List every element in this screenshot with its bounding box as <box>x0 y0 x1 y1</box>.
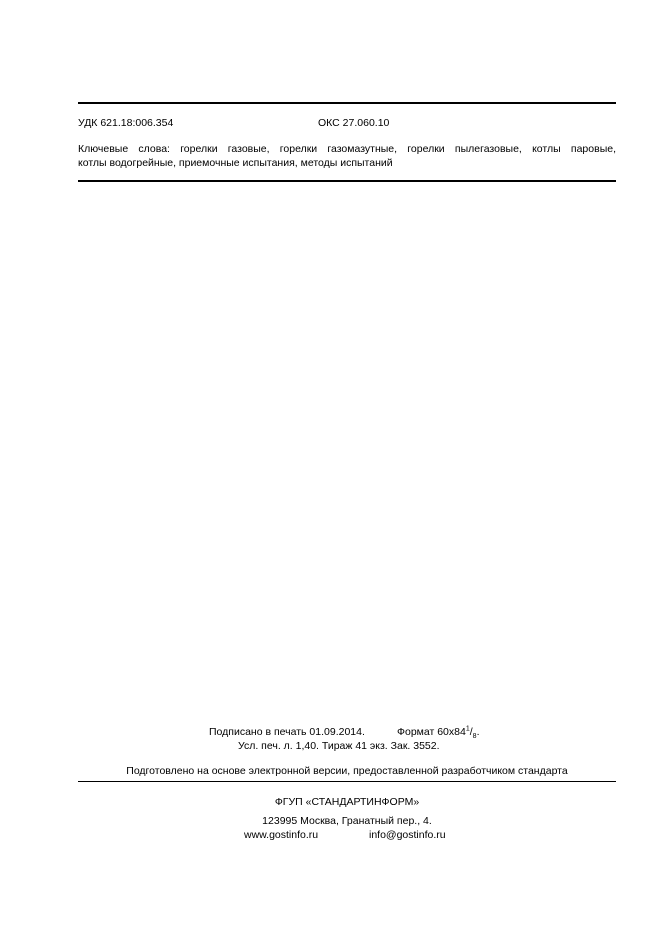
paper-format-label: Формат 60x84 <box>397 726 466 738</box>
header-bottom-rule <box>78 180 616 182</box>
keywords-line-1: Ключевые слова: горелки газовые, горелки газомазутные, горелки пылегазовые, котлы паровые, <box>78 143 616 155</box>
paper-format-denominator: 8 <box>472 733 477 741</box>
top-rule <box>78 102 616 104</box>
paper-format: Формат $60x84^1/_8$. <box>397 725 480 741</box>
signed-date: Подписано в печать 01.09.2014. <box>209 726 365 738</box>
footer-rule <box>78 781 616 782</box>
publisher-address: 123995 Москва, Гранатный пер., 4. <box>262 815 432 827</box>
print-run-line: Усл. печ. л. 1,40. Тираж 41 экз. Зак. 3552. <box>238 740 440 752</box>
prepared-note: Подготовлено на основе электронной версии, предоставленной разработчиком стандарта <box>126 765 568 777</box>
paper-format-numerator: 1 <box>465 725 470 733</box>
oks-code: ОКС 27.060.10 <box>318 117 390 129</box>
website-link[interactable]: www.gostinfo.ru <box>244 829 319 841</box>
paper-format-end: . <box>476 726 480 738</box>
publisher-name: ФГУП «СТАНДАРТИНФОРМ» <box>274 796 420 808</box>
udk-code: УДК 621.18:006.354 <box>78 117 174 129</box>
email-link[interactable]: info@gostinfo.ru <box>369 829 446 841</box>
keywords-line-2: котлы водогрейные, приемочные испытания, методы испытаний <box>78 157 393 169</box>
